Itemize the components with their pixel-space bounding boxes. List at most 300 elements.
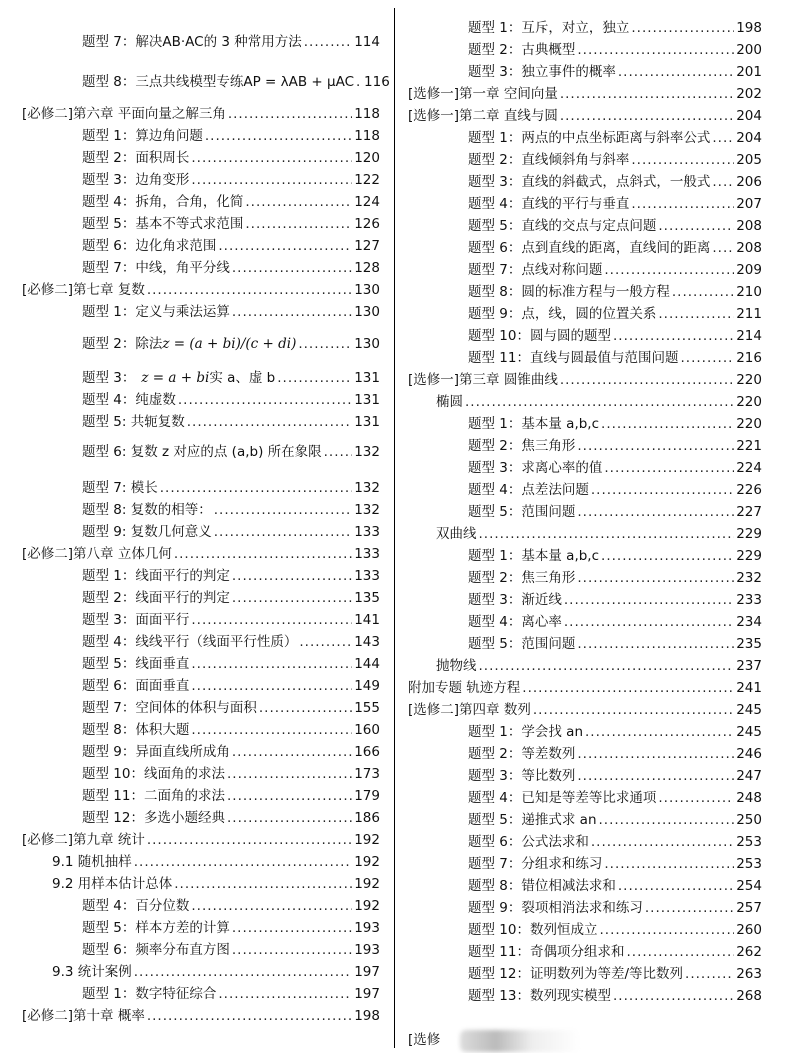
toc-entry-label: 题型 6：频率分布直方图 (82, 942, 230, 958)
toc-entry[interactable] (408, 304, 762, 324)
leader-dots (618, 62, 734, 82)
page-number: 205 (736, 152, 762, 168)
toc-entry[interactable] (22, 412, 380, 432)
leader-dots (160, 478, 352, 498)
page-number: 149 (354, 678, 380, 694)
toc-entry[interactable] (408, 876, 762, 896)
toc-entry-label: [必修二]第十章 概率 (22, 1008, 145, 1024)
leader-dots (672, 282, 734, 302)
toc-entry-label: 题型 3：渐近线 (468, 592, 562, 608)
toc-entry[interactable] (408, 84, 762, 104)
toc-entry[interactable] (22, 786, 380, 806)
page-number: 202 (736, 86, 762, 102)
toc-entry-label: [选修一]第三章 圆锥曲线 (408, 372, 558, 388)
formula: z = a + bi (141, 370, 210, 386)
page-number: 192 (354, 876, 380, 892)
leader-dots (299, 632, 352, 652)
toc-entry-label: 题型 7：空间体的体积与面积 (82, 700, 257, 716)
leader-dots (191, 654, 352, 674)
page-number: 135 (354, 590, 380, 606)
page-number: 120 (354, 150, 380, 166)
page-number: 241 (736, 680, 762, 696)
toc-entry-label: 题型 2：面积周长 (82, 150, 190, 166)
toc-entry[interactable] (408, 634, 762, 654)
toc-entry[interactable] (22, 258, 380, 278)
page-number: 214 (736, 328, 762, 344)
toc-entry[interactable] (22, 544, 380, 564)
toc-entry-label: 题型 3：独立事件的概率 (468, 64, 616, 80)
page-number: 227 (736, 504, 762, 520)
leader-dots (232, 742, 352, 762)
toc-entry[interactable] (408, 986, 762, 1006)
page-number: 257 (736, 900, 762, 916)
leader-dots (356, 72, 362, 92)
toc-entry[interactable] (408, 62, 762, 82)
toc-entry-label: 题型 4：拆角，合角，化简 (82, 194, 244, 210)
leader-dots (214, 500, 352, 520)
leader-dots (658, 216, 734, 236)
page-number: 209 (736, 262, 762, 278)
toc-entry[interactable] (22, 214, 380, 234)
page-number: 234 (736, 614, 762, 630)
page-number: 114 (354, 34, 380, 50)
leader-dots (147, 1006, 352, 1026)
toc-entry[interactable] (408, 348, 762, 368)
page-number: 245 (736, 702, 762, 718)
leader-dots (191, 148, 352, 168)
page-number: 127 (354, 238, 380, 254)
toc-entry-label: 题型 5：样本方差的计算 (82, 920, 230, 936)
leader-dots (259, 698, 352, 718)
toc-entry[interactable] (408, 260, 762, 280)
toc-entry[interactable] (408, 370, 762, 390)
toc-entry[interactable] (408, 326, 762, 346)
leader-dots (218, 984, 352, 1004)
toc-entry[interactable] (408, 238, 762, 258)
leader-dots (205, 126, 352, 146)
page-number: 211 (736, 306, 762, 322)
page-number: 192 (354, 898, 380, 914)
toc-entry[interactable] (22, 1006, 380, 1026)
toc-entry[interactable] (408, 568, 762, 588)
toc-entry[interactable] (408, 18, 762, 38)
page-number: 122 (354, 172, 380, 188)
toc-entry[interactable] (408, 172, 762, 192)
page-number: 198 (354, 1008, 380, 1024)
leader-dots (577, 766, 734, 786)
leader-dots (599, 920, 734, 940)
leader-dots (479, 524, 735, 544)
toc-entry[interactable] (22, 874, 380, 894)
toc-entry-label: 题型 8：错位相减法求和 (468, 878, 616, 894)
leader-dots (577, 502, 734, 522)
leader-dots (577, 40, 734, 60)
leader-dots (712, 172, 734, 192)
toc-entry-label: 题型 4：已知是等差等比求通项 (468, 790, 657, 806)
page-number: 173 (354, 766, 380, 782)
leader-dots (591, 480, 734, 500)
toc-entry-label: 题型 11：奇偶项分组求和 (468, 944, 625, 960)
leader-dots (191, 610, 352, 630)
page-number: 198 (736, 20, 762, 36)
leader-dots (147, 830, 352, 850)
toc-entry[interactable] (22, 32, 380, 52)
page-number: 141 (354, 612, 380, 628)
toc-entry-label: 题型 13：数列现实模型 (468, 988, 611, 1004)
leader-dots (631, 18, 734, 38)
toc-entry[interactable] (408, 150, 762, 170)
toc-entry[interactable] (408, 612, 762, 632)
page-number: 160 (354, 722, 380, 738)
toc-entry[interactable] (408, 920, 762, 940)
leader-dots (599, 810, 735, 830)
toc-entry[interactable] (408, 194, 762, 214)
leader-dots (601, 414, 734, 434)
page-number: 204 (736, 108, 762, 124)
toc-entry-label: 题型 5：递推式求 an (468, 812, 597, 828)
toc-entry-label: 题型 1：线面平行的判定 (82, 568, 230, 584)
page-number: 248 (736, 790, 762, 806)
leader-dots (178, 390, 352, 410)
toc-entry-label: 题型 10：圆与圆的题型 (468, 328, 611, 344)
page-number: 263 (736, 966, 762, 982)
page-number: 260 (736, 922, 762, 938)
leader-dots (645, 898, 734, 918)
toc-entry-label: 题型 5：范围问题 (468, 636, 576, 652)
toc-entry-label: 题型 2：古典概型 (468, 42, 576, 58)
toc-entry[interactable] (22, 280, 380, 300)
toc-entry[interactable] (408, 854, 762, 874)
leader-dots (577, 436, 734, 456)
toc-entry[interactable] (22, 390, 380, 410)
toc-entry-label: 题型 10：线面角的求法 (82, 766, 225, 782)
page-number: 143 (354, 634, 380, 650)
leader-dots (277, 368, 352, 388)
toc-entry[interactable] (22, 334, 380, 354)
leader-dots (147, 280, 352, 300)
toc-entry-label: 题型 7：解决AB·AC的 3 种常用方法 (82, 34, 302, 50)
toc-entry-label: 题型 5：基本不等式求范围 (82, 216, 244, 232)
toc-entry-label: [必修二]第七章 复数 (22, 282, 145, 298)
leader-dots (560, 370, 734, 390)
page-number: 221 (736, 438, 762, 454)
leader-dots (577, 634, 734, 654)
toc-entry-label: 题型 12：证明数列为等差/等比数列 (468, 966, 684, 982)
toc-entry[interactable] (22, 72, 390, 92)
toc-entry[interactable] (22, 442, 380, 462)
page-number: 133 (354, 546, 380, 562)
toc-entry-label: 题型 8：三点共线模型专练AP = λAB + μAC (82, 74, 355, 90)
toc-entry[interactable] (22, 654, 380, 674)
leader-dots (604, 260, 734, 280)
toc-entry-label: 题型 2：等差数列 (468, 746, 576, 762)
page-number: 262 (736, 944, 762, 960)
toc-entry[interactable] (22, 126, 380, 146)
toc-entry-label: 题型 1：基本量 a,b,c (468, 548, 600, 564)
toc-entry-label: 题型 3：面面平行 (82, 612, 190, 628)
toc-entry[interactable] (408, 106, 762, 126)
toc-entry[interactable] (22, 368, 380, 388)
toc-entry[interactable] (408, 722, 762, 742)
toc-entry[interactable] (408, 942, 762, 962)
leader-dots (685, 964, 734, 984)
page-number: 192 (354, 832, 380, 848)
page-number: 207 (736, 196, 762, 212)
page-number: 192 (354, 854, 380, 870)
toc-entry[interactable] (408, 766, 762, 786)
toc-entry-label: 双曲线 (436, 526, 477, 542)
toc-entry[interactable] (408, 480, 762, 500)
toc-entry[interactable] (22, 676, 380, 696)
leader-dots (232, 566, 352, 586)
page-number: 133 (354, 568, 380, 584)
toc-entry[interactable] (22, 236, 380, 256)
toc-entry-label: 题型 1：定义与乘法运算 (82, 304, 230, 320)
toc-entry[interactable] (408, 414, 762, 434)
toc-entry-label: 题型 4：线线平行（线面平行性质） (82, 634, 298, 650)
toc-entry[interactable] (22, 962, 380, 982)
page-number: 220 (736, 416, 762, 432)
leader-dots (601, 546, 734, 566)
toc-entry[interactable] (408, 502, 762, 522)
toc-entry[interactable] (22, 500, 380, 520)
page-number: 235 (736, 636, 762, 652)
toc-entry-label: [必修二]第九章 统计 (22, 832, 145, 848)
leader-dots (134, 962, 352, 982)
toc-entry-label: 题型 3：直线的斜截式，点斜式，一般式 (468, 174, 711, 190)
toc-entry-label: 题型 1：学会找 an (468, 724, 584, 740)
page-number: 246 (736, 746, 762, 762)
toc-entry[interactable] (408, 898, 762, 918)
toc-entry[interactable] (22, 588, 380, 608)
toc-entry[interactable] (408, 392, 762, 412)
toc-entry-label: 题型 3：边角变形 (82, 172, 190, 188)
leader-dots (522, 678, 734, 698)
page-number: 186 (354, 810, 380, 826)
page-number: 201 (736, 64, 762, 80)
toc-entry-label: 题型 1：互斥，对立，独立 (468, 20, 630, 36)
toc-entry-label: 题型 9: 复数几何意义 (82, 524, 212, 540)
toc-entry-label: 题型 5：直线的交点与定点问题 (468, 218, 657, 234)
page-number: 224 (736, 460, 762, 476)
toc-entry[interactable] (408, 744, 762, 764)
toc-entry-label: 题型 8：圆的标准方程与一般方程 (468, 284, 670, 300)
page-number: 250 (736, 812, 762, 828)
leader-dots (613, 986, 734, 1006)
leader-dots (626, 942, 734, 962)
toc-entry[interactable] (22, 742, 380, 762)
page-number: 268 (736, 988, 762, 1004)
toc-entry[interactable] (408, 216, 762, 236)
toc-entry[interactable] (22, 148, 380, 168)
toc-entry-label: 题型 1：数字特征综合 (82, 986, 217, 1002)
leader-dots (232, 302, 352, 322)
leader-dots (577, 568, 734, 588)
page-number: 200 (736, 42, 762, 58)
toc-entry-label: [选修 (408, 1032, 441, 1048)
toc-entry[interactable] (408, 546, 762, 566)
toc-entry[interactable] (22, 170, 380, 190)
toc-entry[interactable] (22, 764, 380, 784)
toc-entry[interactable] (22, 104, 380, 124)
toc-entry-label: 题型 8：体积大题 (82, 722, 190, 738)
toc-entry[interactable] (22, 720, 380, 740)
page-number: 210 (736, 284, 762, 300)
page-number: 204 (736, 130, 762, 146)
page-number: 208 (736, 240, 762, 256)
toc-entry[interactable] (408, 128, 762, 148)
toc-entry[interactable] (22, 808, 380, 828)
toc-entry[interactable] (408, 700, 762, 720)
toc-entry[interactable] (408, 832, 762, 852)
toc-entry[interactable] (22, 522, 380, 542)
leader-dots (191, 896, 352, 916)
toc-entry-label: 题型 2：除法 (82, 336, 163, 352)
toc-entry[interactable] (408, 590, 762, 610)
toc-entry[interactable] (408, 678, 762, 698)
toc-entry[interactable] (408, 282, 762, 302)
column-divider (394, 8, 395, 1048)
toc-entry[interactable] (22, 566, 380, 586)
leader-dots (533, 700, 734, 720)
toc-entry-label: 题型 3： (82, 370, 136, 386)
page-number: 179 (354, 788, 380, 804)
page-number: 131 (354, 392, 380, 408)
toc-entry[interactable] (408, 524, 762, 544)
toc-entry-label: 题型 7：分组求和练习 (468, 856, 603, 872)
toc-entry-label: 9.3 统计案例 (52, 964, 132, 980)
page-number: 197 (354, 986, 380, 1002)
toc-entry-label: [选修一]第二章 直线与圆 (408, 108, 558, 124)
page-number: 131 (354, 370, 380, 386)
page-number: 132 (354, 444, 380, 460)
toc-entry-label: 抛物线 (436, 658, 477, 674)
toc-entry[interactable] (408, 788, 762, 808)
leader-dots (577, 744, 734, 764)
page-number: 197 (354, 964, 380, 980)
toc-entry[interactable] (408, 656, 762, 676)
toc-entry-label: 题型 5：线面垂直 (82, 656, 190, 672)
toc-entry-label: 题型 12：多选小题经典 (82, 810, 225, 826)
toc-entry[interactable] (22, 632, 380, 652)
toc-entry[interactable] (22, 610, 380, 630)
toc-entry[interactable] (22, 984, 380, 1004)
leader-dots (232, 940, 352, 960)
page-number: 130 (354, 336, 380, 352)
toc-entry[interactable] (408, 810, 762, 830)
toc-entry-label: 题型 7：中线，角平分线 (82, 260, 230, 276)
toc-entry[interactable] (408, 40, 762, 60)
toc-entry[interactable] (22, 852, 380, 872)
page-number: 118 (354, 106, 380, 122)
toc-entry[interactable] (22, 698, 380, 718)
toc-entry[interactable] (408, 458, 762, 478)
toc-entry-label: 题型 4：离心率 (468, 614, 562, 630)
page-number: 206 (736, 174, 762, 190)
leader-dots (658, 304, 734, 324)
toc-entry-label: [必修二]第八章 立体几何 (22, 546, 172, 562)
toc-entry-tail: 实 a、虚 b (209, 370, 276, 386)
toc-entry-label: 题型 3：等比数列 (468, 768, 576, 784)
leader-dots (618, 876, 734, 896)
page-number: 229 (736, 548, 762, 564)
leader-dots (228, 104, 352, 124)
toc-entry-label: 题型 6：面面垂直 (82, 678, 190, 694)
page-number: 226 (736, 482, 762, 498)
toc-entry-label: 题型 2：焦三角形 (468, 438, 576, 454)
page-number: 124 (354, 194, 380, 210)
leader-dots (585, 722, 734, 742)
toc-entry-label: 题型 9：异面直线所成角 (82, 744, 230, 760)
leader-dots (564, 590, 734, 610)
page-number: 253 (736, 856, 762, 872)
page-number: 245 (736, 724, 762, 740)
toc-entry[interactable] (22, 830, 380, 850)
leader-dots (304, 32, 352, 52)
page-number: 220 (736, 372, 762, 388)
leader-dots (324, 442, 353, 462)
leader-dots (187, 412, 352, 432)
toc-entry-label: 题型 11：二面角的求法 (82, 788, 225, 804)
leader-dots (712, 128, 734, 148)
leader-dots (174, 544, 352, 564)
toc-entry-label: 题型 1：算边角问题 (82, 128, 203, 144)
toc-entry[interactable] (408, 436, 762, 456)
page-number: 132 (354, 480, 380, 496)
toc-entry[interactable] (22, 192, 380, 212)
toc-entry[interactable] (22, 478, 380, 498)
page-number: 253 (736, 834, 762, 850)
leader-dots (604, 854, 734, 874)
leader-dots (245, 192, 352, 212)
leader-dots (174, 874, 352, 894)
toc-entry-label: 题型 7: 模长 (82, 480, 158, 496)
toc-entry[interactable] (22, 918, 380, 938)
page-number: 208 (736, 218, 762, 234)
leader-dots (680, 348, 734, 368)
toc-entry-label: [必修二]第六章 平面向量之解三角 (22, 106, 226, 122)
toc-entry-label: 题型 7：点线对称问题 (468, 262, 603, 278)
toc-entry[interactable] (408, 964, 762, 984)
toc-entry[interactable] (22, 302, 380, 322)
toc-entry-label: 题型 6: 复数 z 对应的点 (a,b) 所在象限 (82, 444, 322, 460)
leader-dots (479, 656, 735, 676)
page-number: 166 (354, 744, 380, 760)
leader-dots (214, 522, 352, 542)
leader-dots (712, 238, 734, 258)
formula: z = (a + bi)/(c + di) (162, 336, 297, 352)
toc-entry-label: 9.1 随机抽样 (52, 854, 132, 870)
toc-entry-label: 题型 9：裂项相消法求和练习 (468, 900, 643, 916)
page-number: 216 (736, 350, 762, 366)
toc-entry-label: 题型 2：线面平行的判定 (82, 590, 230, 606)
page-number: 233 (736, 592, 762, 608)
toc-entry-label: 附加专题 轨迹方程 (408, 680, 521, 696)
page-number: 237 (736, 658, 762, 674)
page-number: 193 (354, 920, 380, 936)
toc-entry-label: 题型 1：基本量 a,b,c (468, 416, 600, 432)
leader-dots (191, 720, 352, 740)
leader-dots (232, 258, 352, 278)
toc-entry-label: 题型 4：点差法问题 (468, 482, 589, 498)
toc-entry[interactable] (22, 940, 380, 960)
toc-entry[interactable] (22, 896, 380, 916)
toc-entry-label: 椭圆 (436, 394, 463, 410)
page-number: 128 (354, 260, 380, 276)
toc-entry-label: 题型 6：点到直线的距离，直线间的距离 (468, 240, 711, 256)
page-number: 232 (736, 570, 762, 586)
leader-dots (591, 832, 734, 852)
